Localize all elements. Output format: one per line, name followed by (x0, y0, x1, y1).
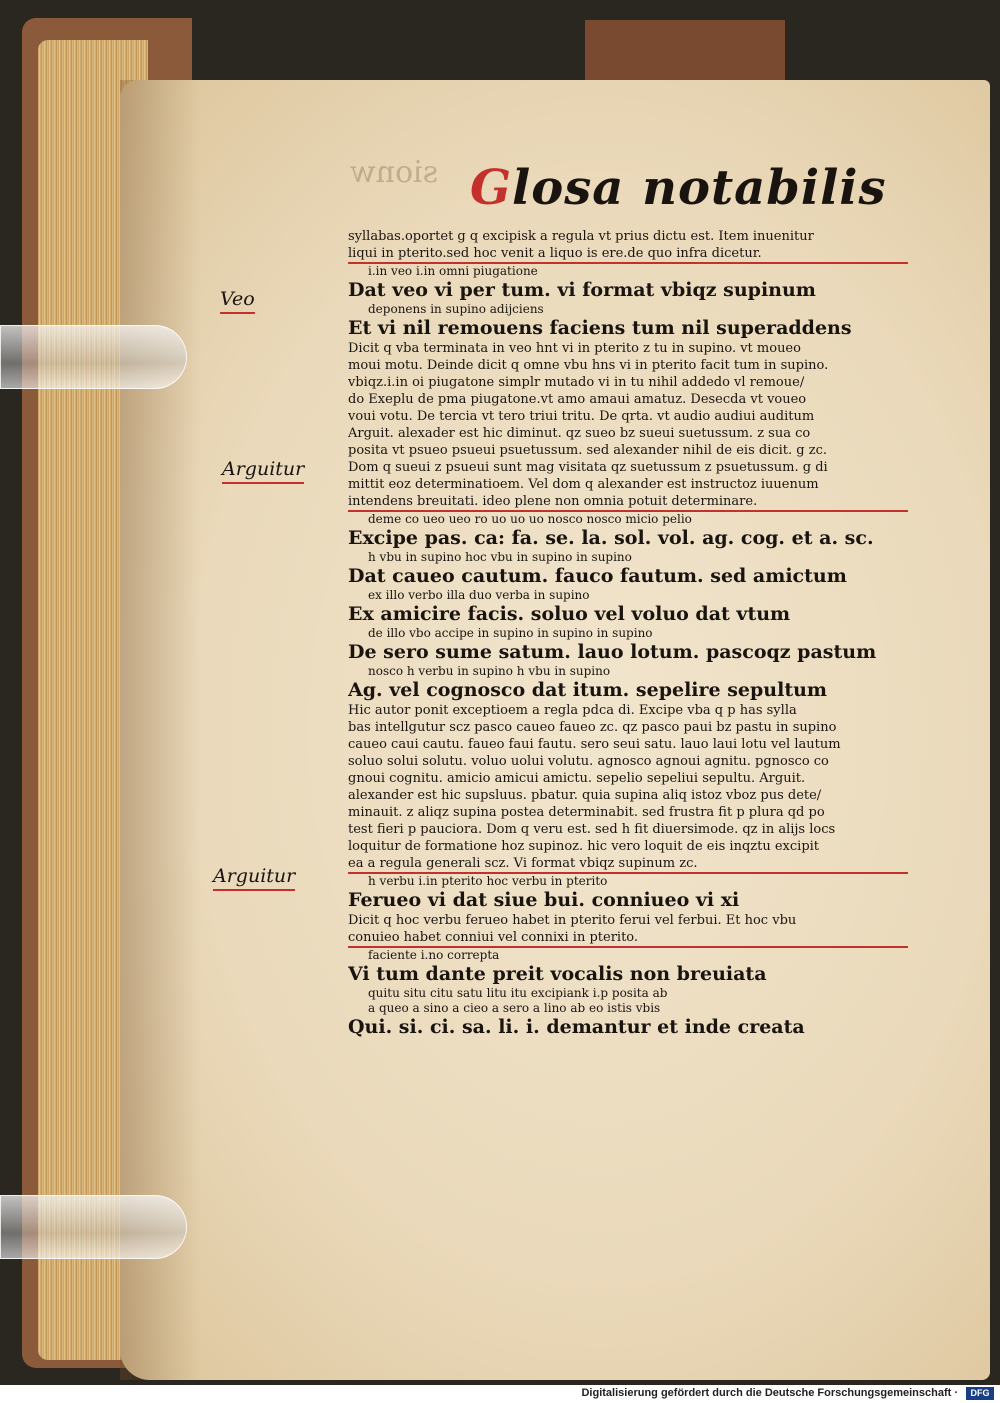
gloss-line: intendens breuitati. ideo plene non omnia potuit determinare. (348, 493, 908, 512)
verse-line: De sero sume satum. lauo lotum. pascoqz pastum (348, 641, 877, 663)
interlinear-gloss: quitu situ citu satu litu itu excipiank i.p posita ab (368, 986, 668, 1000)
verse-line: Ex amicire facis. soluo vel voluo dat vtum (348, 603, 791, 625)
gloss-line: conuieo habet conniui vel connixi in pterito. (348, 929, 908, 948)
margin-note-arguitur-2: Arguitur (213, 865, 295, 891)
verse-line: Ferueo vi dat siue bui. conniueo vi xi (348, 889, 740, 911)
gloss-line: liqui in pterito.sed hoc venit a liquo is ere.de quo infra dicetur. (348, 245, 908, 264)
book-cover-top (585, 20, 785, 80)
gloss-line: moui motu. Deinde dicit q omne vbu hns vi in pterito facit tum in supino. (348, 358, 829, 373)
verse-line: Dat caueo cautum. fauco fautum. sed amictum (348, 565, 847, 587)
gloss-line: soluo solui solutu. voluo uolui volutu. agnosco agnoui agnitu. pgnosco co (348, 754, 829, 769)
interlinear-gloss: h verbu i.in pterito hoc verbu in pterito (368, 874, 608, 888)
gloss-line: test fieri p pauciora. Dom q veru est. sed h fit diuersimode. qz in alijs locs (348, 822, 836, 837)
interlinear-gloss: deme co ueo ueo ro uo uo uo nosco nosco micio pelio (368, 512, 692, 526)
verse-line: Qui. si. ci. sa. li. i. demantur et inde creata (348, 1016, 805, 1038)
page-clip-top (0, 325, 187, 389)
interlinear-gloss: ex illo verbo illa duo verba in supino (368, 588, 590, 602)
gloss-line: Arguit. alexader est hic diminut. qz sueo bz sueui suetussum. z sua co (348, 426, 811, 441)
margin-note-arguitur-1: Arguitur (222, 458, 304, 484)
gloss-line: mittit eoz determinatioem. Vel dom q alexander est instructoz iuuenum (348, 477, 819, 492)
bleed-through-text: sionw (350, 155, 439, 190)
heading-initial: G (470, 160, 512, 216)
gloss-line: posita vt psueo psueui psuetussum. sed alexander nihil de eis dicit. g zc. (348, 443, 828, 458)
gloss-line: gnoui cognitu. amicio amicui amictu. sepelio sepeliui sepultu. Arguit. (348, 771, 806, 786)
gloss-line: Dicit q hoc verbu ferueo habet in pterito ferui vel ferbui. Et hoc vbu (348, 913, 797, 928)
gloss-line: minauit. z aliqz supina postea determinabit. sed frustra fit p plura qd po (348, 805, 825, 820)
gloss-line: loquitur de formatione hoz supinoz. hic vero loquit de eis inqztu excipit (348, 839, 820, 854)
gloss-line: caueo caui cautu. faueo faui fautu. sero seui satu. lauo laui lotu vel lautum (348, 737, 841, 752)
margin-note-veo: Veo (220, 288, 255, 314)
heading-rest: losa notabilis (512, 160, 887, 216)
gloss-line: Dicit q vba terminata in veo hnt vi in pterito z tu in supino. vt moueo (348, 341, 801, 356)
verse-line: Et vi nil remouens faciens tum nil superaddens (348, 317, 852, 339)
interlinear-gloss: i.in veo i.in omni piugatione (368, 264, 538, 278)
verse-line: Excipe pas. ca: fa. se. la. sol. vol. ag. cog. et a. sc. (348, 527, 874, 549)
gloss-line: Dom q sueui z psueui sunt mag visitata qz suetussum z psuetussum. g di (348, 460, 828, 475)
footer-credit: Digitalisierung gefördert durch die Deutsche Forschungsgemeinschaft · (581, 1387, 958, 1399)
gloss-line: voui votu. De tercia vt tero triui tritu. De qrta. vt audio audiui auditum (348, 409, 815, 424)
footer-bar (0, 1385, 1000, 1403)
page-heading (470, 160, 887, 216)
gloss-line: syllabas.oportet g q excipisk a regula vt prius dictu est. Item inuenitur (348, 229, 814, 244)
interlinear-gloss: a queo a sino a cieo a sero a lino ab eo istis vbis (368, 1001, 661, 1015)
interlinear-gloss: faciente i.no correpta (368, 948, 500, 962)
verse-line: Ag. vel cognosco dat itum. sepelire sepultum (348, 679, 828, 701)
main-text-block (348, 228, 908, 1039)
page-clip-bottom (0, 1195, 187, 1259)
interlinear-gloss: deponens in supino adijciens (368, 302, 544, 316)
gloss-line: ea a regula generali scz. Vi format vbiqz supinum zc. (348, 855, 908, 874)
gloss-line: Hic autor ponit exceptioem a regla pdca di. Excipe vba q p has sylla (348, 703, 797, 718)
dfg-logo: DFG (966, 1387, 994, 1400)
verse-line: Dat veo vi per tum. vi format vbiqz supinum (348, 279, 816, 301)
interlinear-gloss: nosco h verbu in supino h vbu in supino (368, 664, 611, 678)
interlinear-gloss: h vbu in supino hoc vbu in supino in supino (368, 550, 632, 564)
interlinear-gloss: de illo vbo accipe in supino in supino in supino (368, 626, 653, 640)
gloss-line: vbiqz.i.in oi piugatone simplr mutado vi in tu nihil addedo vl remoue/ (348, 375, 805, 390)
verse-line: Vi tum dante preit vocalis non breuiata (348, 963, 767, 985)
page-gutter-shadow (120, 80, 200, 1380)
gloss-line: bas intellgutur scz pasco caueo faueo zc. qz pasco paui bz pastu in supino (348, 720, 837, 735)
gloss-line: alexander est hic supsluus. pbatur. quia supina aliq istoz vboz pus dete/ (348, 788, 822, 803)
gloss-line: do Exeplu de pma piugatone.vt amo amaui amatuz. Desecda vt voueo (348, 392, 807, 407)
